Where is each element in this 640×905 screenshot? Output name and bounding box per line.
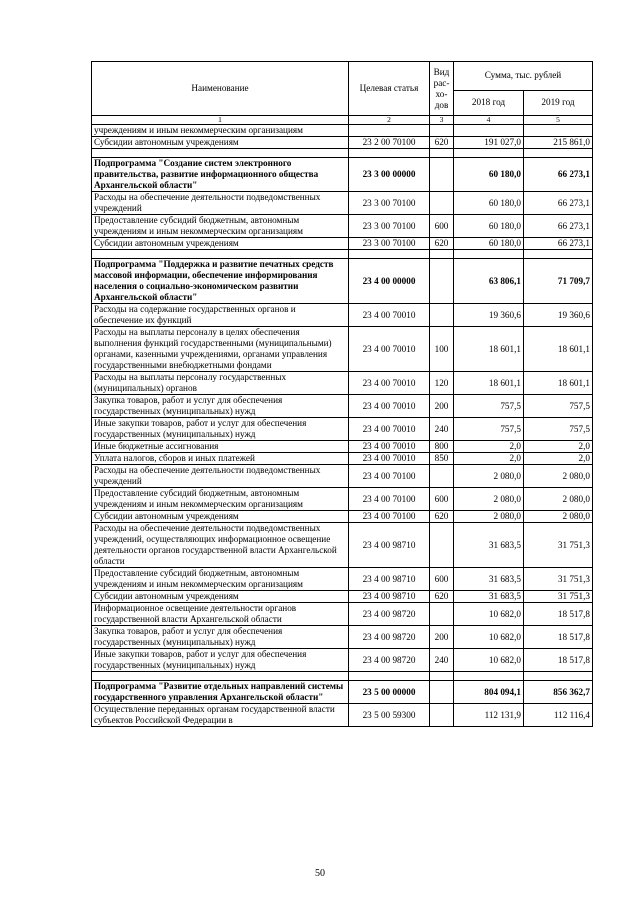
amount-2019-cell: 2 080,0 xyxy=(524,511,593,523)
amount-2018-cell: 60 180,0 xyxy=(454,192,524,215)
target-code-cell: 23 5 00 59300 xyxy=(349,704,430,727)
subprogram-row xyxy=(92,259,593,304)
amount-2019-cell: 18 601,1 xyxy=(524,327,593,372)
row-name-cell: Подпрограмма "Создание систем электронного правительства, развитие информационного общества Архангельской области" xyxy=(92,158,349,192)
amount-2018-cell: 2 080,0 xyxy=(454,488,524,511)
amount-2018-cell: 31 683,5 xyxy=(454,523,524,568)
amount-2018-cell: 10 682,0 xyxy=(454,649,524,672)
row-name-cell: Субсидии автономным учреждениям xyxy=(92,511,349,523)
table-row xyxy=(92,192,593,215)
amount-2019-cell: 66 273,1 xyxy=(524,192,593,215)
subprogram-row xyxy=(92,681,593,704)
row-name-cell: Иные бюджетные ассигнования xyxy=(92,441,349,453)
table-row xyxy=(92,125,593,137)
amount-2019-cell: 215 861,0 xyxy=(524,137,593,149)
amount-2019-cell: 31 751,3 xyxy=(524,591,593,603)
row-name-cell: Расходы на содержание государственных органов и обеспечение их функций xyxy=(92,304,349,327)
row-name-cell: Иные закупки товаров, работ и услуг для обеспечения государственных (муниципальных) нужд xyxy=(92,649,349,672)
amount-2019-cell: 18 517,8 xyxy=(524,626,593,649)
target-code-cell xyxy=(349,125,430,137)
target-code-cell: 23 4 00 70100 xyxy=(349,465,430,488)
row-name-cell: Предоставление субсидий бюджетным, автономным учреждениям и иным некоммерческим организациям xyxy=(92,568,349,591)
column-number: 2 xyxy=(349,116,430,125)
amount-2018-cell: 10 682,0 xyxy=(454,603,524,626)
target-code-cell: 23 4 00 70010 xyxy=(349,304,430,327)
amount-2019-cell: 18 601,1 xyxy=(524,372,593,395)
row-name-cell: Информационное освещение деятельности органов государственной власти Архангельской области xyxy=(92,603,349,626)
target-code-cell: 23 4 00 70010 xyxy=(349,327,430,372)
row-name-cell: Осуществление переданных органам государственной власти субъектов Российской Федерации в xyxy=(92,704,349,727)
table-row xyxy=(92,626,593,649)
amount-2018-cell: 19 360,6 xyxy=(454,304,524,327)
table-row xyxy=(92,453,593,465)
expense-type-cell: 800 xyxy=(430,441,454,453)
amount-2019-cell: 2 080,0 xyxy=(524,488,593,511)
column-number-row xyxy=(92,116,593,125)
expense-type-cell: 240 xyxy=(430,649,454,672)
amount-2019-cell: 18 517,8 xyxy=(524,603,593,626)
row-name-cell: Расходы на обеспечение деятельности подведомственных учреждений, осуществляющих информационное освещение деятельности органов государственной власти Архангельской области xyxy=(92,523,349,568)
target-code-cell: 23 3 00 00000 xyxy=(349,158,430,192)
amount-2018-cell: 60 180,0 xyxy=(454,158,524,192)
table-row xyxy=(92,215,593,238)
table-row xyxy=(92,372,593,395)
target-code-cell: 23 4 00 70100 xyxy=(349,488,430,511)
amount-2018-cell: 18 601,1 xyxy=(454,372,524,395)
target-code-cell: 23 4 00 00000 xyxy=(349,259,430,304)
target-code-cell: 23 4 00 70010 xyxy=(349,418,430,441)
table-row xyxy=(92,327,593,372)
header-name: Наименование xyxy=(92,62,349,116)
header-target: Целевая статья xyxy=(349,62,430,116)
target-code-cell: 23 2 00 70100 xyxy=(349,137,430,149)
expense-type-cell xyxy=(430,259,454,304)
amount-2019-cell: 66 273,1 xyxy=(524,238,593,250)
row-name-cell: Расходы на выплаты персоналу в целях обеспечения выполнения функций государственными (муниципальными) органами, казенными учреждениями, органами управления государственными внебюджетными фондами xyxy=(92,327,349,372)
target-code-cell: 23 4 00 98710 xyxy=(349,591,430,603)
expense-type-cell xyxy=(430,192,454,215)
row-name-cell: Подпрограмма "Развитие отдельных направлений системы государственного управления Архангельской области" xyxy=(92,681,349,704)
amount-2018-cell: 2 080,0 xyxy=(454,465,524,488)
amount-2019-cell: 757,5 xyxy=(524,395,593,418)
expense-type-cell: 620 xyxy=(430,511,454,523)
amount-2018-cell: 757,5 xyxy=(454,395,524,418)
page-number: 50 xyxy=(315,868,325,879)
expense-type-cell: 850 xyxy=(430,453,454,465)
target-code-cell: 23 4 00 70010 xyxy=(349,441,430,453)
row-name-cell: Субсидии автономным учреждениям xyxy=(92,238,349,250)
target-code-cell: 23 4 00 70100 xyxy=(349,511,430,523)
table-row xyxy=(92,511,593,523)
expense-type-cell xyxy=(430,465,454,488)
row-name-cell: Предоставление субсидий бюджетным, автономным учреждениям и иным некоммерческим организациям xyxy=(92,215,349,238)
target-code-cell: 23 4 00 70010 xyxy=(349,453,430,465)
table-row xyxy=(92,523,593,568)
spacer-row xyxy=(92,149,593,158)
amount-2018-cell: 18 601,1 xyxy=(454,327,524,372)
empty-cell xyxy=(524,672,593,681)
target-code-cell: 23 3 00 70100 xyxy=(349,215,430,238)
amount-2018-cell: 804 094,1 xyxy=(454,681,524,704)
empty-cell xyxy=(524,250,593,259)
header-sum: Сумма, тыс. рублей xyxy=(454,62,593,91)
expense-type-cell: 620 xyxy=(430,238,454,250)
column-number: 4 xyxy=(454,116,524,125)
table-row xyxy=(92,568,593,591)
table-header xyxy=(92,62,593,125)
amount-2018-cell: 31 683,5 xyxy=(454,591,524,603)
empty-cell xyxy=(92,250,349,259)
expense-type-cell xyxy=(430,681,454,704)
expense-type-cell xyxy=(430,125,454,137)
table-row xyxy=(92,304,593,327)
empty-cell xyxy=(92,672,349,681)
expense-type-cell xyxy=(430,523,454,568)
budget-table xyxy=(91,61,593,727)
amount-2019-cell: 71 709,7 xyxy=(524,259,593,304)
amount-2018-cell xyxy=(454,125,524,137)
amount-2019-cell: 112 116,4 xyxy=(524,704,593,727)
table-row xyxy=(92,704,593,727)
table-body xyxy=(92,125,593,727)
row-name-cell: Расходы на обеспечение деятельности подведомственных учреждений xyxy=(92,192,349,215)
expense-type-cell xyxy=(430,603,454,626)
amount-2018-cell: 2,0 xyxy=(454,453,524,465)
table-row xyxy=(92,465,593,488)
expense-type-cell xyxy=(430,704,454,727)
row-name-cell: Предоставление субсидий бюджетным, автономным учреждениям и иным некоммерческим организациям xyxy=(92,488,349,511)
empty-cell xyxy=(454,672,524,681)
target-code-cell: 23 4 00 98710 xyxy=(349,568,430,591)
column-number: 3 xyxy=(430,116,454,125)
table-row xyxy=(92,649,593,672)
amount-2019-cell: 2,0 xyxy=(524,453,593,465)
column-number: 1 xyxy=(92,116,349,125)
empty-cell xyxy=(524,149,593,158)
empty-cell xyxy=(349,672,430,681)
amount-2019-cell: 66 273,1 xyxy=(524,158,593,192)
table-row xyxy=(92,395,593,418)
amount-2018-cell: 10 682,0 xyxy=(454,626,524,649)
subprogram-row xyxy=(92,158,593,192)
expense-type-cell: 200 xyxy=(430,395,454,418)
amount-2018-cell: 112 131,9 xyxy=(454,704,524,727)
empty-cell xyxy=(454,149,524,158)
empty-cell xyxy=(349,250,430,259)
amount-2019-cell: 18 517,8 xyxy=(524,649,593,672)
expense-type-cell xyxy=(430,158,454,192)
expense-type-cell: 240 xyxy=(430,418,454,441)
amount-2019-cell xyxy=(524,125,593,137)
spacer-row xyxy=(92,250,593,259)
row-name-cell: Субсидии автономным учреждениям xyxy=(92,591,349,603)
amount-2019-cell: 2,0 xyxy=(524,441,593,453)
empty-cell xyxy=(92,149,349,158)
row-name-cell: Расходы на обеспечение деятельности подведомственных учреждений xyxy=(92,465,349,488)
amount-2019-cell: 2 080,0 xyxy=(524,465,593,488)
expense-type-cell xyxy=(430,304,454,327)
target-code-cell: 23 4 00 98720 xyxy=(349,603,430,626)
amount-2019-cell: 31 751,3 xyxy=(524,523,593,568)
empty-cell xyxy=(430,250,454,259)
header-vid: Вид рас- хо- дов xyxy=(430,62,454,116)
target-code-cell: 23 3 00 70100 xyxy=(349,192,430,215)
amount-2018-cell: 2,0 xyxy=(454,441,524,453)
amount-2018-cell: 60 180,0 xyxy=(454,215,524,238)
row-name-cell: Иные закупки товаров, работ и услуг для обеспечения государственных (муниципальных) нужд xyxy=(92,418,349,441)
empty-cell xyxy=(430,672,454,681)
table-row xyxy=(92,488,593,511)
table-row xyxy=(92,441,593,453)
column-number: 5 xyxy=(524,116,593,125)
empty-cell xyxy=(430,149,454,158)
row-name-cell: Закупка товаров, работ и услуг для обеспечения государственных (муниципальных) нужд xyxy=(92,395,349,418)
target-code-cell: 23 4 00 98710 xyxy=(349,523,430,568)
expense-type-cell: 120 xyxy=(430,372,454,395)
amount-2019-cell: 66 273,1 xyxy=(524,215,593,238)
amount-2019-cell: 856 362,7 xyxy=(524,681,593,704)
target-code-cell: 23 3 00 70100 xyxy=(349,238,430,250)
amount-2018-cell: 2 080,0 xyxy=(454,511,524,523)
target-code-cell: 23 4 00 98720 xyxy=(349,649,430,672)
amount-2018-cell: 63 806,1 xyxy=(454,259,524,304)
target-code-cell: 23 4 00 70010 xyxy=(349,395,430,418)
table-row xyxy=(92,603,593,626)
empty-cell xyxy=(349,149,430,158)
row-name-cell: учреждениям и иным некоммерческим организациям xyxy=(92,125,349,137)
expense-type-cell: 600 xyxy=(430,568,454,591)
target-code-cell: 23 5 00 00000 xyxy=(349,681,430,704)
row-name-cell: Закупка товаров, работ и услуг для обеспечения государственных (муниципальных) нужд xyxy=(92,626,349,649)
header-year-2019: 2019 год xyxy=(524,90,593,115)
target-code-cell: 23 4 00 98720 xyxy=(349,626,430,649)
table-row xyxy=(92,591,593,603)
amount-2018-cell: 191 027,0 xyxy=(454,137,524,149)
amount-2018-cell: 757,5 xyxy=(454,418,524,441)
row-name-cell: Уплата налогов, сборов и иных платежей xyxy=(92,453,349,465)
expense-type-cell: 600 xyxy=(430,215,454,238)
expense-type-cell: 600 xyxy=(430,488,454,511)
target-code-cell: 23 4 00 70010 xyxy=(349,372,430,395)
empty-cell xyxy=(454,250,524,259)
table-row xyxy=(92,418,593,441)
row-name-cell: Субсидии автономным учреждениям xyxy=(92,137,349,149)
table-row xyxy=(92,238,593,250)
amount-2019-cell: 757,5 xyxy=(524,418,593,441)
amount-2019-cell: 19 360,6 xyxy=(524,304,593,327)
expense-type-cell: 200 xyxy=(430,626,454,649)
row-name-cell: Подпрограмма "Поддержка и развитие печатных средств массовой информации, обеспечение информирования населения о социально-экономическом развитии Архангельской области" xyxy=(92,259,349,304)
amount-2018-cell: 60 180,0 xyxy=(454,238,524,250)
spacer-row xyxy=(92,672,593,681)
header-year-2018: 2018 год xyxy=(454,90,524,115)
expense-type-cell: 620 xyxy=(430,137,454,149)
row-name-cell: Расходы на выплаты персоналу государственных (муниципальных) органов xyxy=(92,372,349,395)
table-row xyxy=(92,137,593,149)
expense-type-cell: 620 xyxy=(430,591,454,603)
amount-2019-cell: 31 751,3 xyxy=(524,568,593,591)
amount-2018-cell: 31 683,5 xyxy=(454,568,524,591)
expense-type-cell: 100 xyxy=(430,327,454,372)
